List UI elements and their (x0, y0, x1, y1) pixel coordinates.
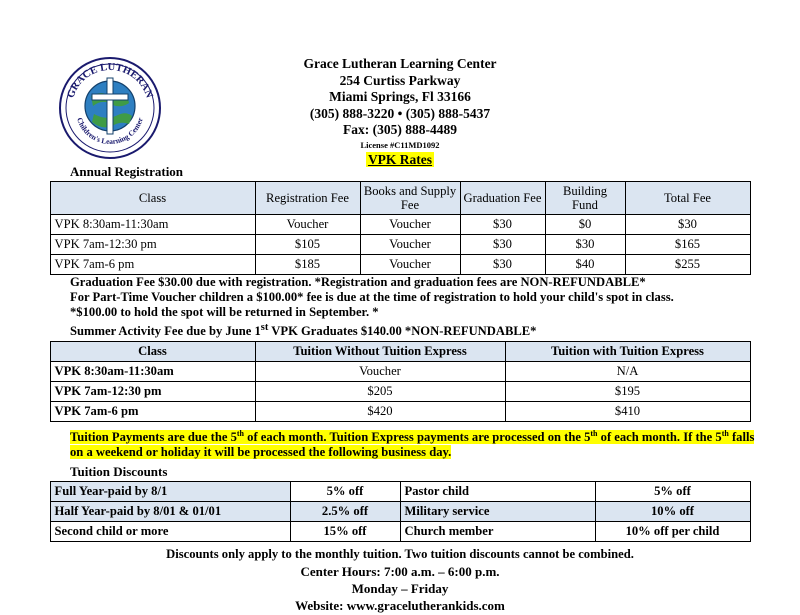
cell-discount-name: Full Year-paid by 8/1 (50, 482, 290, 502)
col-class: Class (50, 182, 255, 215)
payments-note-seg1: Tuition Payments are due the 5 (70, 430, 237, 445)
document-footer (28, 546, 772, 614)
cell-without-express: $205 (255, 382, 505, 402)
svg-text:GRACE LUTHERAN: GRACE LUTHERAN (65, 61, 155, 100)
table-row (50, 402, 750, 422)
cell-without-express: Voucher (255, 362, 505, 382)
table-header-row (50, 182, 750, 215)
cell-books: Voucher (360, 255, 460, 275)
cell-with-express: $410 (505, 402, 750, 422)
col-tuition-with-express: Tuition with Tuition Express (505, 342, 750, 362)
annual-registration-label: Annual Registration (70, 164, 184, 179)
cell-graduation: $30 (460, 235, 545, 255)
org-fax: Fax: (305) 888-4489 (343, 122, 457, 137)
footer-days: Monday – Friday (351, 581, 449, 597)
cell-discount-value: 15% off (290, 522, 400, 542)
cell-total: $255 (625, 255, 750, 275)
table-row (50, 382, 750, 402)
cell-discount-name-2: Military service (400, 502, 595, 522)
col-building-fund: Building Fund (545, 182, 625, 215)
summer-note-pre: Summer Activity Fee due by June 1 (70, 324, 261, 339)
note-part-time-voucher: For Part-Time Voucher children a $100.00* fee is due at the time of registration to hold your child's spot in class. (70, 290, 674, 304)
footer-discount-note: Discounts only apply to the monthly tuition. Two tuition discounts cannot be combined. (166, 547, 634, 562)
org-city-state-zip: Miami Springs, Fl 33166 (329, 89, 471, 104)
cell-discount-value-2: 10% off per child (595, 522, 750, 542)
col-class: Class (50, 342, 255, 362)
svg-text:Children's Learning Center: Children's Learning Center (75, 116, 145, 147)
payments-note-seg3: of each month. If the 5 (597, 430, 722, 445)
table-row (50, 482, 750, 502)
license-number: License #C11MD1092 (360, 139, 440, 150)
col-tuition-without-express: Tuition Without Tuition Express (255, 342, 505, 362)
table-row (50, 522, 750, 542)
cell-building: $0 (545, 215, 625, 235)
cell-building: $30 (545, 235, 625, 255)
org-phones: (305) 888-3220 • (305) 888-5437 (309, 105, 491, 121)
document-header (28, 40, 772, 167)
grace-lutheran-logo-icon (58, 56, 162, 160)
table-header-row (50, 342, 750, 362)
payments-note-line2: on a weekend or holiday it will be processed the following business day. (70, 445, 452, 460)
col-total-fee: Total Fee (625, 182, 750, 215)
col-books-supply-fee: Books and Supply Fee (360, 182, 460, 215)
cell-with-express: N/A (505, 362, 750, 382)
note-summer-activity-fee (70, 320, 772, 339)
cell-discount-value-2: 10% off (595, 502, 750, 522)
cell-class: VPK 7am-12:30 pm (50, 382, 255, 402)
payments-note-sup1: th (236, 429, 245, 439)
summer-note-post: VPK Graduates $140.00 *NON-REFUNDABLE* (268, 324, 537, 339)
tuition-discounts-label: Tuition Discounts (70, 464, 168, 480)
tuition-discounts-table (50, 481, 751, 542)
cell-class: VPK 7am-6 pm (50, 402, 255, 422)
payments-note-sup2: th (590, 429, 598, 439)
cell-registration: $185 (255, 255, 360, 275)
cell-without-express: $420 (255, 402, 505, 422)
cell-class: VPK 8:30am-11:30am (50, 362, 255, 382)
summer-note-sup: st (260, 322, 269, 333)
cell-discount-value: 5% off (290, 482, 400, 502)
table-row (50, 362, 750, 382)
cell-total: $165 (625, 235, 750, 255)
footer-center-hours: Center Hours: 7:00 a.m. – 6:00 p.m. (300, 564, 500, 580)
tuition-table (50, 341, 751, 422)
cell-registration: $105 (255, 235, 360, 255)
cell-discount-name: Second child or more (50, 522, 290, 542)
table-row (50, 235, 750, 255)
note-graduation-fee: Graduation Fee $30.00 due with registration. *Registration and graduation fees are NON-REFUNDABLE* (70, 275, 646, 289)
col-graduation-fee: Graduation Fee (460, 182, 545, 215)
table-row (50, 255, 750, 275)
cell-books: Voucher (360, 235, 460, 255)
cell-total: $30 (625, 215, 750, 235)
cell-graduation: $30 (460, 215, 545, 235)
cell-discount-value-2: 5% off (595, 482, 750, 502)
payments-note-sup3: th (721, 429, 729, 439)
cell-class: VPK 7am-12:30 pm (50, 235, 255, 255)
cell-class: VPK 8:30am-11:30am (50, 215, 255, 235)
cell-discount-value: 2.5% off (290, 502, 400, 522)
footer-website: Website: www.gracelutherankids.com (295, 598, 505, 614)
cell-books: Voucher (360, 215, 460, 235)
tuition-payments-note (70, 426, 760, 460)
note-hold-spot: *$100.00 to hold the spot will be returned in September. * (70, 305, 379, 319)
cell-graduation: $30 (460, 255, 545, 275)
payments-note-seg4: falls (728, 430, 755, 445)
cell-discount-name-2: Church member (400, 522, 595, 542)
cell-building: $40 (545, 255, 625, 275)
cell-discount-name: Half Year-paid by 8/01 & 01/01 (50, 502, 290, 522)
table-row (50, 215, 750, 235)
registration-fee-table (50, 181, 751, 275)
cell-class: VPK 7am-6 pm (50, 255, 255, 275)
cell-discount-name-2: Pastor child (400, 482, 595, 502)
payments-note-seg2: of each month. Tuition Express payments are processed on the 5 (244, 430, 591, 445)
cell-registration: Voucher (255, 215, 360, 235)
cell-with-express: $195 (505, 382, 750, 402)
table-row (50, 502, 750, 522)
page-title: VPK Rates (367, 151, 433, 167)
org-address: 254 Curtiss Parkway (339, 72, 461, 88)
col-registration-fee: Registration Fee (255, 182, 360, 215)
org-name: Grace Lutheran Learning Center (303, 56, 497, 71)
